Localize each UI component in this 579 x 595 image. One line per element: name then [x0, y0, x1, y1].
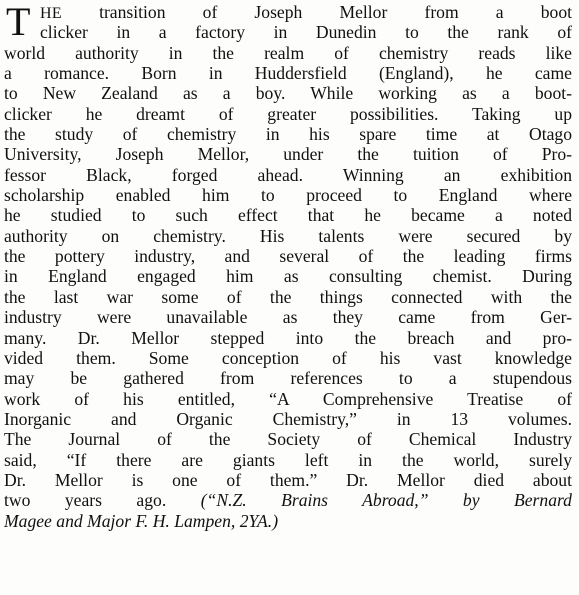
article-line-4: a romance. Born in Huddersfield (England), he came	[4, 63, 572, 84]
article-line-2: clicker in a factory in Dunedin to the rank of	[40, 22, 572, 43]
article-line-20: work of his entitled, “A Comprehensive Treatise of	[4, 388, 572, 409]
article-line-17: many. Dr. Mellor stepped into the breach and pro-	[4, 327, 572, 348]
source-credit-2: Magee and Major F. H. Lampen, 2YA.)	[4, 510, 279, 531]
article-line-25	[4, 490, 572, 510]
article-line-8: University, Joseph Mellor, under the tuition of Pro-	[4, 144, 572, 165]
article-line-10: scholarship enabled him to proceed to England where	[4, 185, 572, 206]
article-line-23: said, “If there are giants left in the world, surely	[4, 449, 572, 470]
article-line-9: fessor Black, forged ahead. Winning an exhibition	[4, 164, 572, 185]
opening-caps: HE	[40, 5, 62, 22]
article-line-15: the last war some of the things connected with the	[4, 286, 572, 307]
article-line-1	[4, 2, 572, 22]
article-line-1-text: transition of Joseph Mellor from a boot	[61, 2, 572, 22]
article-line-12: authority on chemistry. His talents were secured by	[4, 225, 572, 246]
article-body	[4, 2, 572, 531]
article-line-7: the study of chemistry in his spare time at Otago	[4, 124, 572, 145]
article-line-21: Inorganic and Organic Chemistry,” in 13 volumes.	[4, 408, 572, 429]
article-line-24: Dr. Mellor is one of them.” Dr. Mellor died about	[4, 469, 572, 490]
article-line-3: world authority in the realm of chemistry reads like	[4, 42, 572, 63]
article-line-6: clicker he dreamt of greater possibilities. Taking up	[4, 103, 572, 124]
article-line-16: industry were unavailable as they came from Ger-	[4, 307, 572, 328]
source-credit-1: (“N.Z. Brains Abroad,” by Bernard	[200, 490, 572, 511]
article-line-18: vided them. Some conception of his vast knowledge	[4, 347, 572, 368]
drop-cap: T	[6, 0, 31, 44]
article-line-5: to New Zealand as a boy. While working as a boot-	[4, 83, 572, 104]
closing-text: two years ago.	[4, 490, 201, 511]
article-line-13: the pottery industry, and several of the leading firms	[4, 246, 572, 267]
article-line-11: he studied to such effect that he became a noted	[4, 205, 572, 226]
article-line-14: in England engaged him as consulting chemist. During	[4, 266, 572, 287]
article-line-22: The Journal of the Society of Chemical Industry	[4, 429, 572, 450]
article-line-19: may be gathered from references to a stupendous	[4, 368, 572, 389]
